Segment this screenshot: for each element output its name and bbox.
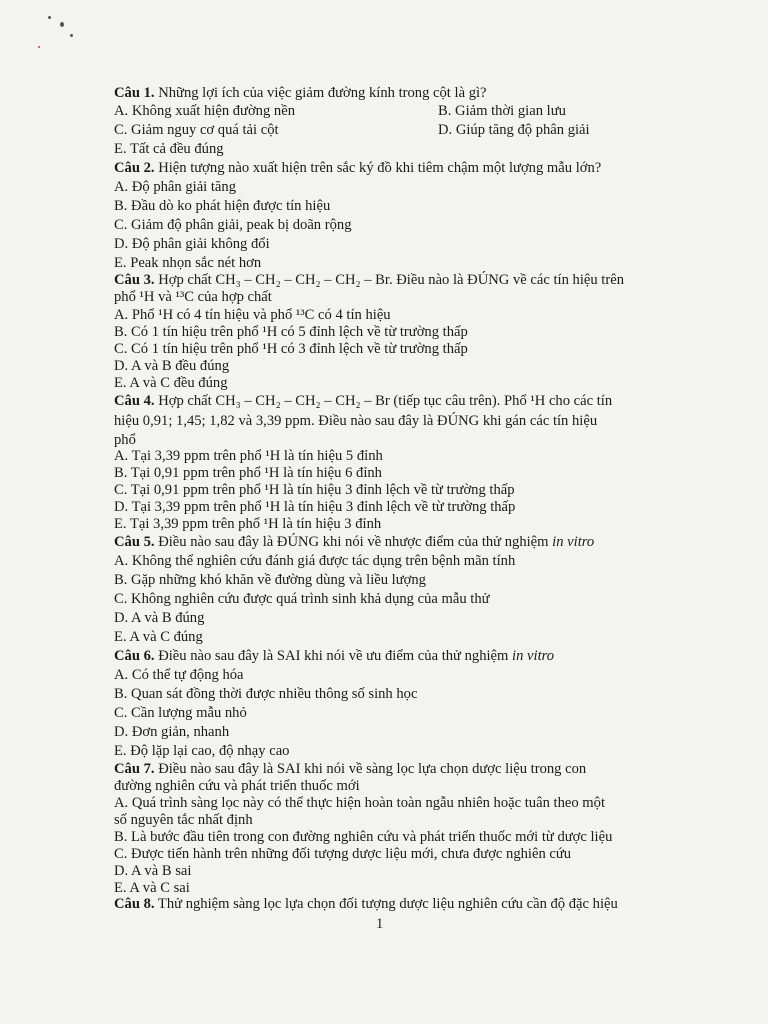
question-1-option-d: D. Giúp tăng độ phân giải — [438, 122, 590, 138]
question-8-stem — [114, 895, 618, 913]
question-7-stem-cont: đường nghiên cứu và phát triển thuốc mới — [114, 778, 360, 794]
question-6-stem — [114, 647, 554, 665]
question-7-option-b: B. Là bước đầu tiên trong con đường nghiên cứu và phát triển thuốc mới từ dược liệu — [114, 829, 613, 845]
question-1-stem — [114, 84, 487, 102]
question-1-option-c: C. Giảm nguy cơ quá tải cột — [114, 122, 279, 138]
question-4-option-c: C. Tại 0,91 ppm trên phổ ¹H là tín hiệu 3 đỉnh lệch về từ trường thấp — [114, 482, 515, 498]
question-5-stem — [114, 533, 594, 551]
question-5-option-b: B. Gặp những khó khăn về đường dùng và liều lượng — [114, 572, 426, 588]
question-2-option-a: A. Độ phân giải tăng — [114, 179, 236, 195]
question-7-option-e: E. A và C sai — [114, 880, 190, 896]
question-2-option-c: C. Giảm độ phân giải, peak bị doãn rộng — [114, 217, 352, 233]
question-4-option-a: A. Tại 3,39 ppm trên phổ ¹H là tín hiệu 5 đỉnh — [114, 448, 383, 464]
question-3-option-c: C. Có 1 tín hiệu trên phổ ¹H có 3 đỉnh lệch về từ trường thấp — [114, 341, 468, 357]
question-6-option-e: E. Độ lặp lại cao, độ nhạy cao — [114, 743, 290, 759]
question-5-option-e: E. A và C đúng — [114, 629, 203, 645]
question-4-text: Hợp chất CH₃ – CH₂ – CH₂ – CH₂ – Br (tiếp tục câu trên). Phổ ¹H cho các tín — [154, 393, 613, 409]
question-5-label: Câu 5. — [114, 534, 155, 550]
question-3-option-e: E. A và C đều đúng — [114, 375, 228, 391]
question-1-label: Câu 1. — [114, 85, 155, 101]
question-6-option-c: C. Cần lượng mẫu nhỏ — [114, 705, 247, 721]
question-2-option-b: B. Đầu dò ko phát hiện được tín hiệu — [114, 198, 331, 214]
question-7-option-a-cont: số nguyên tắc nhất định — [114, 812, 253, 828]
question-3-option-a: A. Phổ ¹H có 4 tín hiệu và phổ ¹³C có 4 tín hiệu — [114, 307, 391, 323]
question-5-text: Điều nào sau đây là ĐÚNG khi nói về nhược điểm của thử nghiệm — [154, 534, 553, 550]
question-4-option-b: B. Tại 0,91 ppm trên phổ ¹H là tín hiệu 6 đỉnh — [114, 465, 382, 481]
question-8-label: Câu 8. — [114, 896, 155, 912]
question-3-option-b: B. Có 1 tín hiệu trên phổ ¹H có 5 đỉnh lệch về từ trường thấp — [114, 324, 468, 340]
question-4-option-d: D. Tại 3,39 ppm trên phổ ¹H là tín hiệu 3 đỉnh lệch về từ trường thấp — [114, 499, 516, 515]
question-6-italic-term: in vitro — [512, 648, 555, 664]
question-6-text: Điều nào sau đây là SAI khi nói về ưu điểm của thử nghiệm — [154, 648, 513, 664]
question-4-stem-cont: hiệu 0,91; 1,45; 1,82 và 3,39 ppm. Điều nào sau đây là ĐÚNG khi gán các tín hiệu — [114, 413, 598, 429]
question-4-label: Câu 4. — [114, 393, 155, 409]
question-6-label: Câu 6. — [114, 648, 155, 664]
question-4-stem — [114, 392, 612, 410]
page-number: 1 — [376, 916, 384, 932]
question-7-text: Điều nào sau đây là SAI khi nói về sàng lọc lựa chọn dược liệu trong con — [154, 761, 587, 777]
question-2-text: Hiện tượng nào xuất hiện trên sắc ký đồ khi tiêm chậm một lượng mẫu lớn? — [154, 160, 602, 176]
question-6-option-b: B. Quan sát đồng thời được nhiều thông số sinh học — [114, 686, 418, 702]
question-6-option-a: A. Có thể tự động hóa — [114, 667, 244, 683]
question-5-option-c: C. Không nghiên cứu được quá trình sinh khả dụng của mẫu thử — [114, 591, 490, 607]
question-7-option-c: C. Được tiến hành trên những đối tượng dược liệu mới, chưa được nghiên cứu — [114, 846, 572, 862]
question-1-option-a: A. Không xuất hiện đường nền — [114, 103, 295, 119]
question-1-option-e: E. Tất cả đều đúng — [114, 141, 224, 157]
question-7-label: Câu 7. — [114, 761, 155, 777]
question-5-italic-term: in vitro — [552, 534, 595, 550]
question-3-text: Hợp chất CH₃ – CH₂ – CH₂ – CH₂ – Br. Điều nào là ĐÚNG về các tín hiệu trên — [154, 272, 624, 288]
question-7-option-d: D. A và B sai — [114, 863, 192, 879]
question-6-option-d: D. Đơn giản, nhanh — [114, 724, 230, 740]
question-7-stem — [114, 760, 586, 778]
question-3-stem-cont: phổ ¹H và ¹³C của hợp chất — [114, 289, 272, 305]
question-3-label: Câu 3. — [114, 272, 155, 288]
question-8-text: Thử nghiệm sàng lọc lựa chọn đối tượng dược liệu nghiên cứu cần độ đặc hiệu — [154, 896, 618, 912]
question-2-option-e: E. Peak nhọn sắc nét hơn — [114, 255, 262, 271]
question-4-stem-cont-2: phổ — [114, 432, 136, 448]
scan-speck — [38, 46, 40, 48]
question-7-option-a: A. Quá trình sàng lọc này có thể thực hiện hoàn toàn ngẫu nhiên hoặc tuân theo một — [114, 795, 605, 811]
scan-speck — [60, 22, 64, 27]
question-1-option-b: B. Giảm thời gian lưu — [438, 103, 566, 119]
question-5-option-d: D. A và B đúng — [114, 610, 205, 626]
scan-speck — [70, 34, 73, 37]
question-2-label: Câu 2. — [114, 160, 155, 176]
question-5-option-a: A. Không thể nghiên cứu đánh giá được tác dụng trên bệnh mãn tính — [114, 553, 516, 569]
question-2-option-d: D. Độ phân giải không đổi — [114, 236, 270, 252]
question-3-stem — [114, 271, 624, 289]
scan-speck — [48, 16, 51, 19]
question-2-stem — [114, 159, 601, 177]
question-4-option-e: E. Tại 3,39 ppm trên phổ ¹H là tín hiệu 3 đỉnh — [114, 516, 382, 532]
question-1-text: Những lợi ích của việc giảm đường kính trong cột là gì? — [154, 85, 487, 101]
question-3-option-d: D. A và B đều đúng — [114, 358, 230, 374]
